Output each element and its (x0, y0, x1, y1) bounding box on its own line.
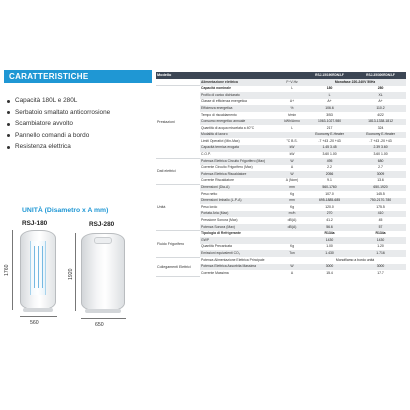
spec-value-model-2: 175.5 (355, 204, 406, 211)
spec-value-model-1: 1.430 (304, 250, 355, 257)
feature-item: Capacità 180L e 280L (6, 95, 154, 107)
spec-value-model-1: 217 (304, 125, 355, 132)
spec-row (156, 231, 406, 238)
unit1-height: 1760 (4, 264, 10, 276)
spec-value-model-2: 57 (355, 224, 406, 231)
spec-table-header (156, 72, 406, 79)
spec-unit (280, 231, 304, 238)
feature-item: Resistenza elettrica (6, 141, 154, 153)
spec-value-model-1: 3/53 (304, 112, 355, 119)
spec-label: Corrente Massima (200, 270, 280, 277)
spec-value-model-1: -7 +43 -20 +43 (304, 138, 355, 145)
spec-label: Pressione Sonora (Max) (200, 217, 280, 224)
panel-stripe (34, 246, 35, 288)
spec-value-model-2: A+ (355, 99, 406, 106)
spec-unit: Kg (280, 244, 304, 251)
spec-label: Potenza Alimentazione Elettrica Principale (200, 257, 280, 264)
spec-value-model-2: 680 (355, 158, 406, 165)
spec-value-model-2: 3009 (355, 171, 406, 178)
spec-unit: mm (280, 185, 304, 192)
spec-value-model-1: 3.60 1.00 (304, 152, 355, 159)
unit2-height-line (75, 233, 76, 311)
spec-group-label: Fluido Frigorifero (156, 231, 200, 257)
spec-value-model-1: 1.00 (304, 244, 355, 251)
spec-unit: kW (280, 152, 304, 159)
spec-value-model-1: L (304, 92, 355, 99)
unit1-diameter: 560 (30, 320, 39, 326)
feature-item: Serbatoio smaltato anticorrosione (6, 107, 154, 119)
spec-value-model-1: 180 (304, 86, 355, 93)
spec-value-model-2: 324 (355, 125, 406, 132)
features-title: CARATTERISTICHE (4, 70, 152, 83)
spec-label: Modalità di lavoro (200, 132, 280, 139)
spec-unit: Ton (280, 250, 304, 257)
spec-label: Efficienza energetica (200, 105, 280, 112)
spec-row (156, 86, 406, 93)
spec-unit: m³/h (280, 211, 304, 218)
unit1-tank-image (20, 230, 56, 310)
spec-unit: mm (280, 198, 304, 205)
spec-unit: dB(A) (280, 217, 304, 224)
spec-table-wrapper (156, 72, 406, 277)
features-list (6, 95, 154, 153)
spec-label: Capacità nominale (200, 86, 280, 93)
spec-table (156, 72, 406, 277)
spec-unit: kW (280, 145, 304, 152)
spec-table-body (156, 79, 406, 277)
spec-value-model-2: 17.7 (355, 270, 406, 277)
spec-value-model-1: 1.45 3.45 (304, 145, 355, 152)
spec-row (156, 257, 406, 264)
spec-unit: kWh/Anno (280, 119, 304, 126)
unit1-height-line (12, 230, 13, 310)
spec-value-model-1: 106.6 (304, 105, 355, 112)
unit2-height: 1920 (68, 268, 74, 280)
spec-value-model-1: 3000 (304, 264, 355, 271)
spec-value-model-1: 2056 (304, 171, 355, 178)
spec-unit (280, 237, 304, 244)
spec-label: Quantità di acqua miscelata a 40°C (200, 125, 280, 132)
spec-label: Limiti Operativi (Min-Max) (200, 138, 280, 145)
spec-label: Corrente Riscaldatore (200, 178, 280, 185)
unit2-tank-image (81, 233, 125, 311)
model-header: Modello (156, 72, 304, 79)
spec-value-model-1: 9.1 (304, 178, 355, 185)
spec-label: Profilo di carico dichiarato (200, 92, 280, 99)
spec-unit: L (280, 86, 304, 93)
spec-value-model-2: R134a (355, 231, 406, 238)
spec-unit: A (Nom) (280, 178, 304, 185)
spec-value-model-1: 120.0 (304, 204, 355, 211)
unit1-base (23, 308, 53, 312)
model-col-1: RSJ-15/190RDN3-F (304, 72, 355, 79)
spec-unit: Kg (280, 191, 304, 198)
spec-value-model-2: 45 (355, 217, 406, 224)
spec-value-model-1: 695-1885-685 (304, 198, 355, 205)
spec-value-span: Monofilamo a bordo unità (304, 257, 406, 264)
spec-unit: W (280, 158, 304, 165)
spec-value-model-2: Economy E-Heater (355, 132, 406, 139)
spec-unit: W (280, 264, 304, 271)
spec-unit: W (280, 171, 304, 178)
feature-item: Pannello comandi a bordo (6, 130, 154, 142)
spec-group-label: Unità (156, 185, 200, 231)
spec-label: Dimensioni (Dia-A) (200, 185, 280, 192)
spec-value-model-1: 1063-1027-980 (304, 119, 355, 126)
spec-group-label: Dati elettrici (156, 158, 200, 184)
spec-unit: F~V-Hz (280, 79, 304, 86)
spec-value-model-1: A+ (304, 99, 355, 106)
spec-label: Consumo energetico annuale (200, 119, 280, 126)
unit2-top-cap (94, 237, 112, 244)
spec-label: Emissioni equivalenti CO₂ (200, 250, 280, 257)
left-panel (0, 0, 155, 410)
spec-label: Classe di efficienza energetica (200, 99, 280, 106)
spec-label: Tipologia di Refrigerante (200, 231, 280, 238)
spec-value-model-2: 4/22 (355, 112, 406, 119)
spec-value-model-2: 3000 (355, 264, 406, 271)
spec-value-model-2: 1.716 (355, 250, 406, 257)
unit2-diameter: 650 (95, 322, 104, 328)
spec-value-model-2: 280 (355, 86, 406, 93)
spec-label: Potenza Sonora (Max) (200, 224, 280, 231)
spec-unit (280, 92, 304, 99)
unit1-label: RSJ-180 (22, 220, 48, 227)
spec-value-model-1: 270 (304, 211, 355, 218)
spec-value-span: Monofase 220-240V 50Hz (304, 79, 406, 86)
spec-value-model-1: 107.0 (304, 191, 355, 198)
unit2-label: RSJ-280 (89, 221, 115, 228)
spec-value-model-1: 15.4 (304, 270, 355, 277)
spec-row (156, 79, 406, 86)
spec-unit: L (280, 125, 304, 132)
spec-label: Alimentazione elettrica (200, 79, 280, 86)
spec-value-model-1: 1430 (304, 237, 355, 244)
unit2-base (85, 309, 121, 313)
spec-unit (280, 132, 304, 139)
spec-value-model-1: R134a (304, 231, 355, 238)
spec-label: Portata Aria (Max) (200, 211, 280, 218)
spec-unit: A (280, 165, 304, 172)
spec-label: Potenza Elettrica Circuito Frigorifero (Max) (200, 158, 280, 165)
spec-row (156, 185, 406, 192)
spec-unit: A (280, 270, 304, 277)
spec-value-model-2: 1813-1338-1812 (355, 119, 406, 126)
spec-label: Corrente Circuito Frigorifero (Max) (200, 165, 280, 172)
dimensions-title: UNITÀ (Disametro x A mm) (22, 207, 109, 214)
spec-value-model-2: 1.20 (355, 244, 406, 251)
spec-unit: h/min (280, 112, 304, 119)
spec-unit: Kg (280, 204, 304, 211)
spec-value-model-1: 495 (304, 158, 355, 165)
spec-unit: °C B.S. (280, 138, 304, 145)
spec-label: Peso netto (200, 191, 280, 198)
spec-label: GWP (200, 237, 280, 244)
spec-value-model-2: 2.39 3.60 (355, 145, 406, 152)
model-col-2: RSJ-35/300RDN3-F (355, 72, 406, 79)
spec-value-model-2: 2.7 (355, 165, 406, 172)
spec-label: Capacità termica erogata (200, 145, 280, 152)
panel-stripe (42, 246, 43, 288)
feature-item: Scambiatore avvolto (6, 118, 154, 130)
spec-label: Potenza Elettrica Assorbita Massima (200, 264, 280, 271)
spec-label: Quantità Precaricata (200, 244, 280, 251)
spec-unit (280, 257, 304, 264)
unit1-control-panel (30, 241, 46, 295)
spec-value-model-2: 3.60 1.00 (355, 152, 406, 159)
spec-value-model-2: 650-1920 (355, 185, 406, 192)
spec-value-model-1: 2.2 (304, 165, 355, 172)
spec-value-model-2: 1430 (355, 237, 406, 244)
panel-stripe (38, 246, 39, 288)
spec-value-model-2: 110.2 (355, 105, 406, 112)
spec-group-label: Prestazioni (156, 86, 200, 159)
spec-value-model-1: Economy E-Heater (304, 132, 355, 139)
spec-row (156, 158, 406, 165)
unit2-diameter-line (81, 318, 126, 319)
spec-value-model-2: XL (355, 92, 406, 99)
spec-unit: A+ (280, 99, 304, 106)
spec-group-label: Collegamenti Elettrici (156, 257, 200, 277)
spec-value-model-2: 145.5 (355, 191, 406, 198)
spec-label: Tempo di riscaldamento (200, 112, 280, 119)
unit1-diameter-line (20, 316, 57, 317)
spec-label: Dimensioni Imballo (L-P-A) (200, 198, 280, 205)
spec-label: C.O.P. (200, 152, 280, 159)
spec-value-model-2: 750-2170-780 (355, 198, 406, 205)
spec-value-model-1: 56.6 (304, 224, 355, 231)
spec-unit: % (280, 105, 304, 112)
spec-group-label (156, 79, 200, 86)
spec-value-model-1: 41.2 (304, 217, 355, 224)
spec-value-model-1: 560-1760 (304, 185, 355, 192)
spec-value-model-2: 13.6 (355, 178, 406, 185)
spec-label: Potenza Elettrica Riscaldatore (200, 171, 280, 178)
spec-value-model-2: -7 +43 -20 +43 (355, 138, 406, 145)
spec-value-model-2: 410 (355, 211, 406, 218)
spec-label: Peso lordo (200, 204, 280, 211)
spec-unit: dB(A) (280, 224, 304, 231)
